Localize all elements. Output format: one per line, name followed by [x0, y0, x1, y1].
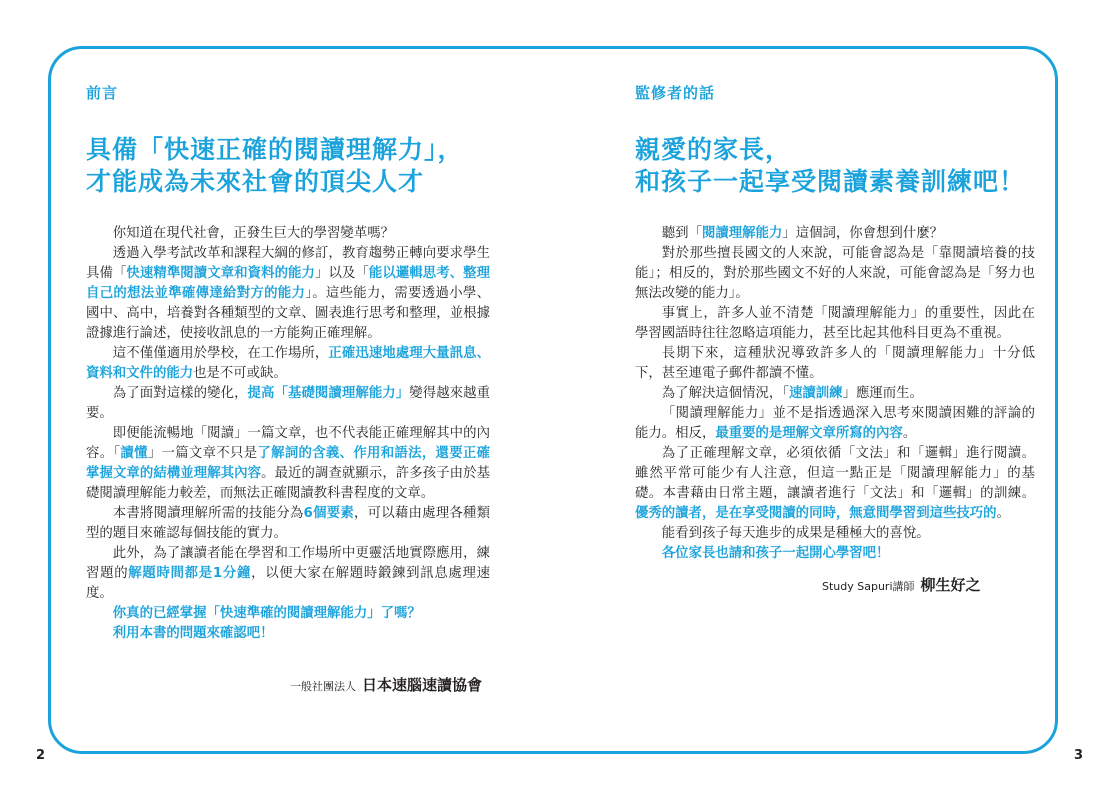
highlighted-text: 速讀訓練: [789, 386, 843, 401]
paragraph: [635, 344, 1035, 384]
paragraph: [635, 384, 1035, 404]
preface-body: [86, 224, 490, 604]
closing-line: 各位家長也請和孩子一起開心學習吧！: [661, 546, 890, 561]
highlighted-text: 優秀的讀者，是在享受閱讀的同時，無意間學習到這些技巧的: [635, 506, 997, 521]
paragraph-text: ，以便大家在解題時鍛鍊到訊息處理速度。: [86, 566, 491, 601]
highlighted-text: 讀懂: [120, 446, 148, 461]
highlighted-text: 正確迅速地處理大量訊息、資料和文件的能力: [86, 346, 491, 381]
paragraph-text: 」以及「: [315, 266, 369, 281]
paragraph-text: 。最近的調查就顯示，許多孩子由於基礎閱讀理解能力較差，而無法正確閱讀教科書程度的文章。: [86, 466, 491, 501]
left-page: [86, 82, 490, 644]
signature-name: 日本速腦速讀協會: [362, 676, 483, 694]
supervisor-body: [635, 224, 1035, 544]
paragraph-text: 聽到「: [661, 226, 702, 241]
headline-left: [86, 134, 490, 198]
headline-line: 才能成為未來社會的頂尖人才: [86, 167, 425, 196]
paragraph-text: 」一篇文章不只是: [147, 446, 258, 461]
paragraph-text: 透過入學考試改革和課程大綱的修訂，教育趨勢正轉向要求學生具備「: [86, 246, 490, 281]
signature-org: Study Sapuri講師: [822, 580, 915, 593]
highlighted-text: 了解詞的含義、作用和語法，還要正確掌握文章的結構並理解其內容: [86, 446, 491, 481]
paragraph: [635, 524, 1035, 544]
paragraph-text: 」。這些能力，需要透過小學、國中、高中，培養對各種類型的文章、圖表進行思考和整理，並根據證據進行論述，使接收訊息的一方能夠正確理解。: [86, 286, 490, 341]
right-page: [635, 82, 1035, 564]
paragraph-text: 事實上，許多人並不清楚「閱讀理解能力」的重要性，因此在學習國語時往往忽略這項能力，甚至比起其他科目更為不重視。: [635, 306, 1035, 341]
paragraph-text: 即便能流暢地「閱讀」一篇文章，也不代表能正確理解其中的內容。「: [86, 426, 490, 461]
paragraph-text: 也是不可或缺。: [193, 366, 287, 381]
highlighted-text: 最重要的是理解文章所寫的內容: [715, 426, 903, 441]
paragraph: [86, 244, 490, 344]
headline-line: 和孩子一起享受閱讀素養訓練吧！: [635, 167, 1026, 196]
page-number-left: 2: [36, 748, 46, 763]
paragraph: [86, 424, 490, 504]
paragraph-text: 這不僅僅適用於學校，在工作場所，: [112, 346, 329, 361]
signature-name: 柳生好之: [920, 576, 981, 594]
paragraph: [635, 304, 1035, 344]
paragraph: [86, 344, 490, 384]
highlighted-text: 6個要素: [303, 506, 354, 521]
signature-org: 一般社團法人: [290, 680, 356, 693]
paragraph-text: 為了面對這樣的變化，: [112, 386, 248, 401]
paragraph: [86, 504, 490, 544]
paragraph-text: 」應運而生。: [842, 386, 923, 401]
closing-line: 你真的已經掌握「快速準確的閱讀理解能力」了嗎？: [112, 606, 421, 621]
paragraph-text: 能看到孩子每天進步的成果是種極大的喜悅。: [661, 526, 930, 541]
paragraph-text: 對於那些擅長國文的人來說，可能會認為是「靠閱讀培養的技能」；相反的，對於那些國文不好的人來說，可能會認為是「努力也無法改變的能力」。: [635, 246, 1035, 301]
paragraph-text: 」這個詞，你會想到什麼？: [782, 226, 943, 241]
paragraph: [86, 224, 490, 244]
paragraph-text: 。: [902, 426, 917, 441]
paragraph-text: 為了正確理解文章，必須依循「文法」和「邏輯」進行閱讀。雖然平常可能少有人注意，但這一點正是「閱讀理解能力」的基礎。本書藉由日常主題，讓讀者進行「文法」和「邏輯」的訓練。: [635, 446, 1035, 501]
paragraph: [86, 544, 490, 604]
paragraph-text: 你知道在現代社會，正發生巨大的學習變革嗎？: [112, 226, 394, 241]
paragraph-text: 變得越來越重要。: [86, 386, 491, 421]
section-label-preface: 前言: [86, 84, 119, 102]
signature-left: [290, 674, 482, 695]
section-label-supervisor: 監修者的話: [635, 84, 716, 102]
paragraph: [635, 444, 1035, 524]
paragraph-text: 本書將閱讀理解所需的技能分為: [112, 506, 304, 521]
paragraph-text: 長期下來，這種狀況導致許多人的「閱讀理解能力」十分低下，甚至連電子郵件都讀不懂。: [635, 346, 1035, 381]
paragraph-text: 「閱讀理解能力」並不是指透過深入思考來閱讀困難的評論的能力。相反，: [635, 406, 1035, 441]
paragraph: [86, 384, 490, 424]
paragraph-text: 此外，為了讓讀者能在學習和工作場所中更靈活地實際應用，練習題的: [86, 546, 490, 581]
paragraph: [635, 224, 1035, 244]
headline-line: 具備「快速正確的閱讀理解力」，: [86, 135, 464, 164]
paragraph-text: 。: [996, 506, 1010, 521]
highlighted-text: 提高「基礎閱讀理解能力」: [247, 386, 410, 401]
closing-line: 利用本書的問題來確認吧！: [112, 626, 274, 641]
highlighted-text: 解題時間都是1分鐘: [128, 566, 252, 581]
paragraph: [635, 244, 1035, 304]
paragraph-text: ，可以藉由處理各種類型的題目來確認每個技能的實力。: [86, 506, 490, 541]
highlighted-text: 快速精準閱讀文章和資料的能力: [126, 266, 315, 281]
highlighted-text: 閱讀理解能力: [701, 226, 783, 241]
headline-right: [635, 134, 1035, 198]
headline-line: 親愛的家長，: [635, 135, 792, 164]
paragraph: [635, 404, 1035, 444]
signature-right: [822, 574, 981, 595]
page-number-right: 3: [1074, 748, 1084, 763]
highlighted-text: 能以邏輯思考、整理自己的想法並準確傳達給對方的能力: [86, 266, 491, 301]
paragraph-text: 為了解決這個情況，「: [661, 386, 790, 401]
